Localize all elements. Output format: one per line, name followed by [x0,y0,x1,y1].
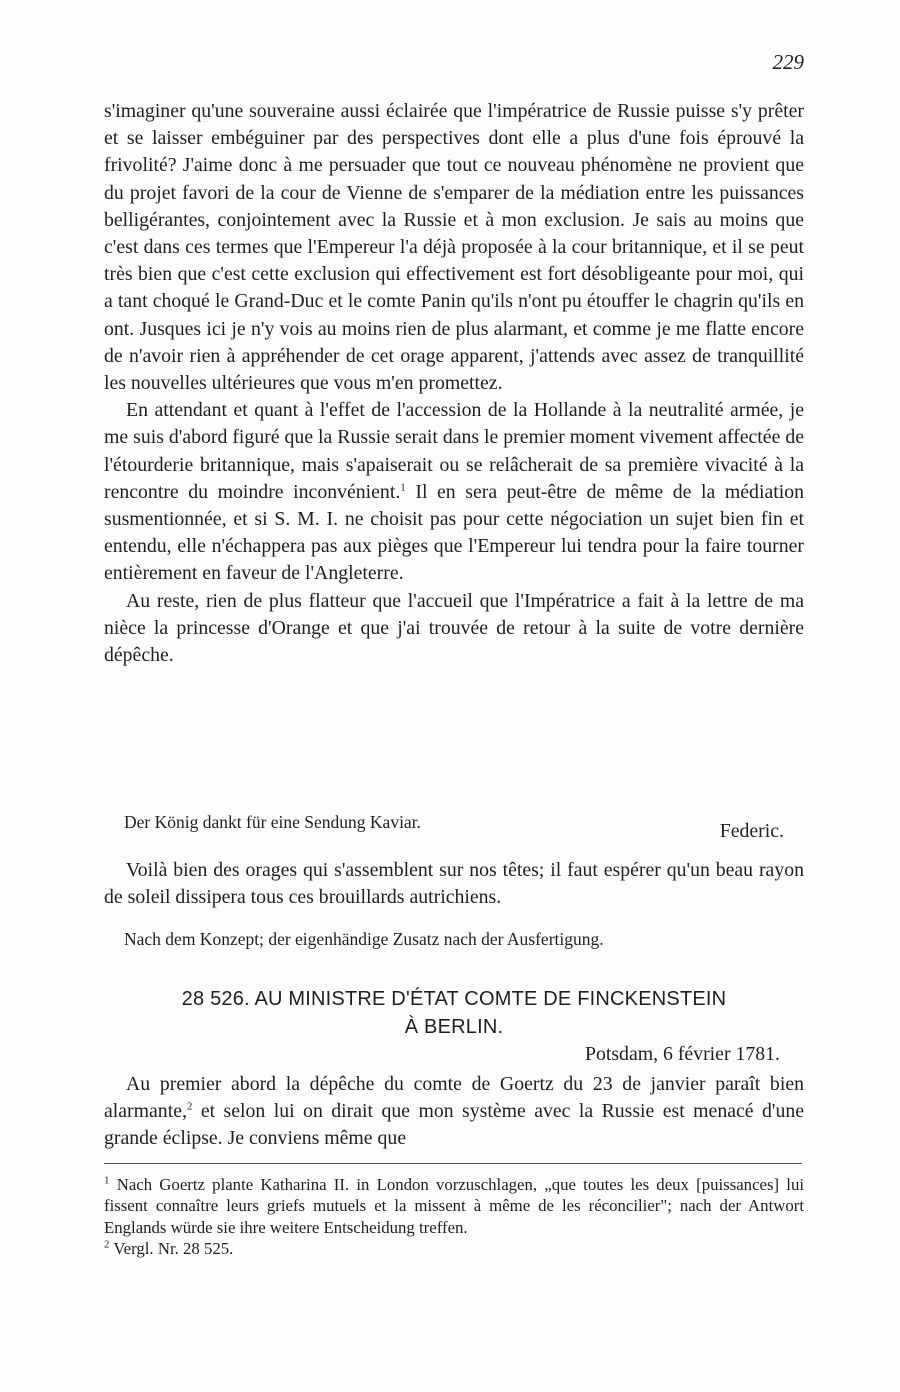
letter-title-line-2: À BERLIN. [404,1016,504,1038]
footnote-text: Vergl. Nr. 28 525. [109,1238,234,1258]
paragraph [104,98,804,397]
text-run: Au premier abord la dépêche du comte de Goertz du 23 de janvier paraît bien alarmante, [104,1073,804,1123]
footnote-reference: 1 [400,481,406,494]
text-run: Il en sera peut-être de même de la médiation susmentionnée, et si S. M. I. ne choisit pas pour cette négociation un sujet bien fin et entendu, elle n'échappera pas aux pièges que l'Empereur lui tendra pour la faire tourner entièrement en faveur de l'Angleterre. [104,480,804,585]
source-note: Nach dem Konzept; der eigenhändige Zusatz nach der Ausfertigung. [124,929,604,949]
paragraph [104,397,804,587]
editorial-note: Der König dankt für eine Sendung Kaviar. [124,812,421,832]
footnote [104,1238,804,1259]
footnote-mark: 1 [104,1174,110,1187]
postscript-text: Voilà bien des orages qui s'assemblent sur nos têtes; il faut espérer qu'un beau rayon de soleil dissipera tous ces brouillards autrichiens. [104,859,804,909]
dateline: Potsdam, 6 février 1781. [584,1043,780,1065]
letter-title-line-1: 28 526. AU MINISTRE D'ÉTAT COMTE DE FINCKENSTEIN [181,988,727,1010]
footnote-text: Nach Goertz plante Katharina II. in London vorzuschlagen, „que toutes les deux [puissances] lui fissent connaître leurs griefs mutuels et la missent à même de les réconcilier"; nach der Antwort Englands würde sie ihre weitere Entscheidung treffen. [104,1175,804,1237]
footnote-rule [104,1163,802,1164]
paragraph [104,1071,804,1153]
text-run: s'imaginer qu'une souveraine aussi éclairée que l'impératrice de Russie puisse s'y prêter et se laisser embéguiner par des perspectives dont elle a plus d'une fois éprouvé la frivolité? J'aime donc à me persuader que tout ce nouveau phénomène ne provient que du projet favori de la cour de Vienne de s'emparer de la médiation entre les puissances belligérantes, conjointement avec la Russie et à mon exclusion. Je sais au moins que c'est dans ces termes que l'Empereur l'a déjà proposée à la cour britannique, et il se peut très bien que c'est cette exclusion qui effectivement est fort désobligeante pour moi, qui a tant choqué le Grand-Duc et le comte Panin qu'ils n'ont pu étouffer le chagrin qu'ils en ont. Jusques ici je n'y vois au moins rien de plus alarmant, et comme je me flatte encore de n'avoir rien à appréhender de cet orage apparent, j'attends avec assez de tranquillité les nouvelles ultérieures que vous m'en promettez. [104,100,804,395]
signature: Federic. [719,820,784,842]
footnote-mark: 2 [104,1238,110,1251]
page-number: 229 [772,50,804,74]
footnote [104,1174,804,1238]
text-run: Au reste, rien de plus flatteur que l'accueil que l'Impératrice a fait à la lettre de ma nièce la princesse d'Orange et que j'ai trouvée de retour à la suite de votre dernière dépêche. [104,589,804,667]
text-run: et selon lui on dirait que mon système avec la Russie est menacé d'une grande éclipse. Je conviens même que [104,1100,804,1150]
paragraph [104,588,804,670]
letter-title [104,985,804,1041]
text-run: En attendant et quant à l'effet de l'accession de la Hollande à la neutralité armée, je me suis d'abord figuré que la Russie serait dans le premier moment vivement affectée de l'étourderie britannique, mais s'apaiserait ou se relâcherait de sa première vivacité à la rencontre du moindre inconvénient. [104,399,804,503]
footnotes [104,1174,804,1259]
footnote-reference: 2 [186,1100,193,1113]
letter-body [104,1071,804,1153]
main-text [104,98,804,669]
postscript [104,857,804,911]
